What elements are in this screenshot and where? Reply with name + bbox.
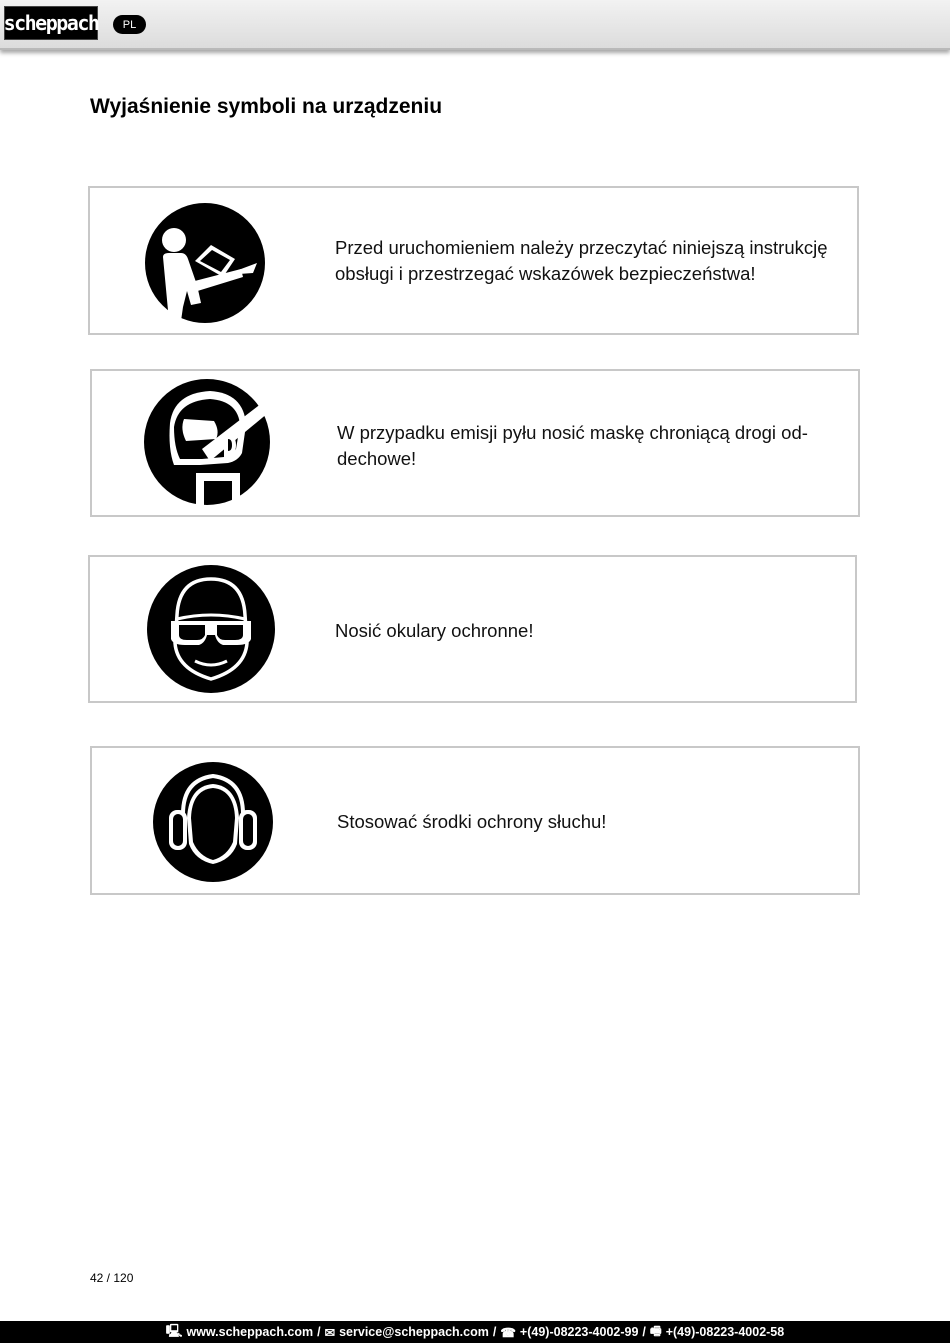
phone-icon: ☎ [500, 1325, 516, 1340]
footer-phone: +(49)-08223-4002-99 [519, 1325, 639, 1339]
footer-email[interactable]: service@scheppach.com [339, 1325, 489, 1339]
symbol-box-ear-protection [90, 746, 860, 895]
symbol-box-dust-mask [90, 369, 860, 517]
computer-icon: 🖳 [165, 1323, 183, 1338]
footer-fax: +(49)-08223-4002-58 [665, 1325, 785, 1339]
safety-goggles-icon [147, 565, 275, 693]
symbol-text: Nosić okulary ochronne! [335, 620, 534, 641]
footer-separator: / [492, 1325, 497, 1339]
footer-separator: / [317, 1325, 321, 1339]
symbol-text: Przed uruchomieniem należy przeczytać niniejszą instrukcję obsługi i przestrzegać wskazówek bezpieczeństwa! [335, 237, 828, 284]
fax-icon: 🖷 [649, 1323, 662, 1338]
scheppach-logo: scheppach [4, 6, 98, 40]
header-bar [0, 0, 950, 50]
page-number: 42 / 120 [90, 1271, 134, 1285]
page-title: Wyjaśnienie symboli na urządzeniu [90, 95, 443, 118]
symbol-text: W przypadku emisji pyłu nosić maskę chroniącą drogi od-dechowe! [337, 422, 808, 469]
symbol-box-safety-goggles [88, 555, 857, 703]
footer-bar [0, 1321, 950, 1343]
footer-website[interactable]: www.scheppach.com [186, 1325, 314, 1339]
language-badge: PL [113, 15, 146, 34]
symbol-box-read-manual [88, 186, 859, 335]
dust-mask-icon [144, 379, 270, 505]
ear-protection-icon [153, 762, 273, 882]
symbol-text: Stosować środki ochrony słuchu! [337, 811, 607, 832]
read-manual-icon [145, 203, 265, 323]
email-icon: ✉ [324, 1325, 336, 1340]
footer-separator: / [642, 1325, 646, 1339]
